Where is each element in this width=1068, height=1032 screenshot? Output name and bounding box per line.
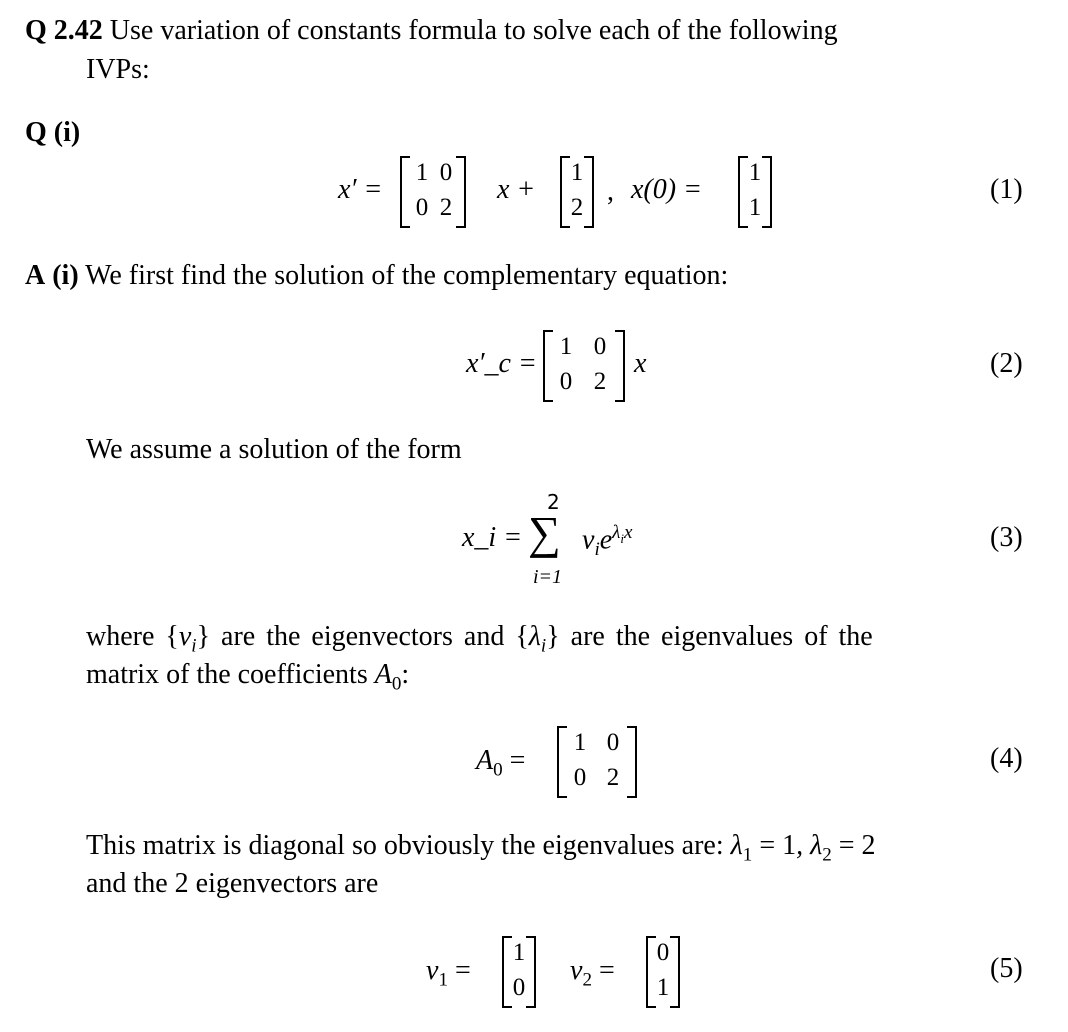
part-a-number: (i) [52,260,79,291]
eq4-m12: 0 [606,729,620,756]
part-q-number: (i) [53,117,81,148]
eq4-m22: 2 [606,764,620,791]
eq4-m11: 1 [573,729,587,756]
eq3-sum-symbol: ∑ [528,507,561,558]
eq4-m21: 0 [573,764,587,791]
eq5-v2-a: 0 [656,939,670,966]
eq2-matrix [543,330,625,402]
eq1-v2: 2 [570,194,584,221]
para-assume: We assume a solution of the form [86,434,462,465]
eq1-ic: x(0) = [631,174,702,205]
para-where-line2: matrix of the coefficients $A_0$: [86,659,410,695]
eq5-number: (5) [990,953,1023,984]
eq5-v2-vector [646,936,680,1008]
part-a-label: A [25,260,46,291]
eq3-term: $v_ie^{\lambda_ix}$ [582,522,633,560]
question-label: Q [25,15,47,46]
question-heading [25,12,838,50]
eq4-matrix [557,726,637,798]
para-diag-line2: and the 2 eigenvectors are [86,868,379,899]
eq2-number: (2) [990,348,1023,379]
part-q-label: Q [25,117,47,148]
eq1-m12: 0 [439,159,453,186]
eq4-lhs: $A_0$ = [476,745,526,781]
para-where-line1: where $\{v_i\}$ are the eigenvectors and $\{\lambda_i\}$ are the eigenvalues of the [86,621,873,657]
eq5-v2-lhs: $v_2$ = [570,955,615,991]
eq5-v1-vector [502,936,536,1008]
eq5-v1-a: 1 [512,939,526,966]
eq4-number: (4) [990,743,1023,774]
eq2-lhs: x′_c = [466,348,537,379]
eq2-m12: 0 [593,333,607,360]
eq2-rhs: x [634,348,647,379]
eq3-sum-upper: 2 [547,490,560,514]
eq2-m11: 1 [559,333,573,360]
eq1-v1: 1 [570,159,584,186]
eq1-vector [560,156,594,228]
eq1-matrix [400,156,466,228]
part-a-text: We first find the solution of the complementary equation: [85,260,729,291]
question-text: Use variation of constants formula to solve each of the following [109,15,838,46]
question-number: 2.42 [53,15,103,46]
part-q-heading [25,114,80,152]
eq3-lhs: x_i = [462,522,523,553]
eq1-m22: 2 [439,194,453,221]
eq5-v2-b: 1 [656,974,670,1001]
eq1-number: (1) [990,174,1023,205]
eq1-lhs: x′ = [338,174,383,205]
question-text-line2: IVPs: [86,54,150,85]
eq1-mid: x + [497,174,536,205]
eq1-m21: 0 [415,194,429,221]
eq1-ic-v1: 1 [748,159,762,186]
eq5-v1-b: 0 [512,974,526,1001]
eq2-m22: 2 [593,368,607,395]
eq3-sum-lower: i=1 [533,566,563,588]
para-diag-line1: This matrix is diagonal so obviously the eigenvalues are: $\lambda_1 = 1$, $\lambda_2 = 2$ [86,830,876,866]
eq1-ic-vector [738,156,772,228]
eq5-v1-lhs: $v_1$ = [426,955,471,991]
part-a-line [25,257,728,295]
eq1-ic-v2: 1 [748,194,762,221]
eq2-m21: 0 [559,368,573,395]
eq1-comma: , [607,176,614,207]
eq1-m11: 1 [415,159,429,186]
eq3-number: (3) [990,522,1023,553]
